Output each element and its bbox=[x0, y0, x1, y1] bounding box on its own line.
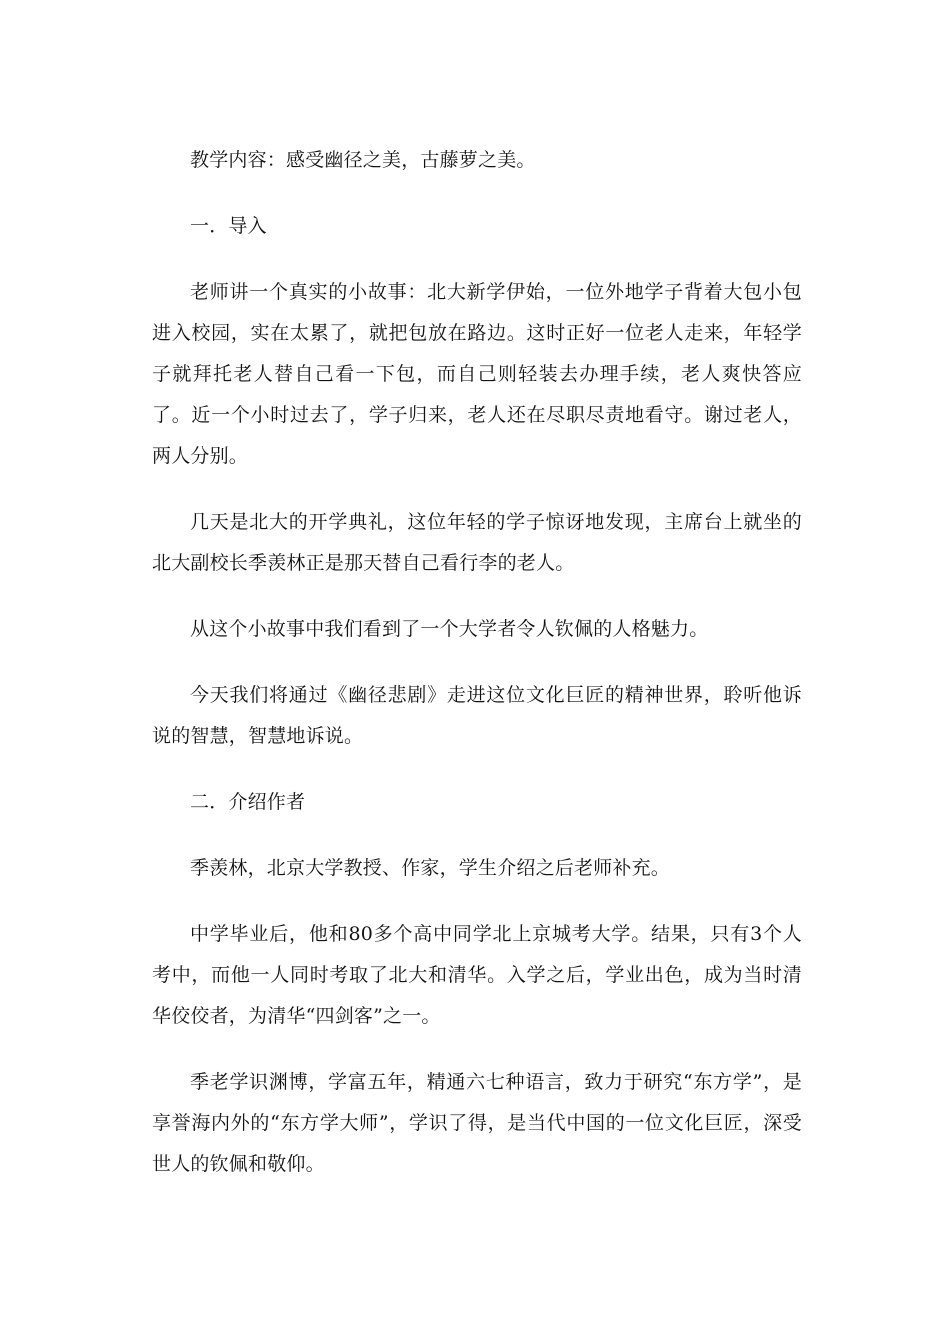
author-education-paragraph: 中学毕业后，他和80多个高中同学北上京城考大学。结果，只有3个人考中，而他一人同时考取了北大和清华。入学之后，学业出色，成为当时清华佼佼者，为清华“四剑客”之一。 bbox=[152, 923, 802, 1027]
document-body bbox=[152, 140, 802, 1210]
section-heading-intro: 一．导入 bbox=[190, 215, 267, 237]
story-continuation-paragraph: 几天是北大的开学典礼，这位年轻的学子惊讶地发现，主席台上就坐的北大副校长季羡林正是那天替自己看行李的老人。 bbox=[152, 511, 802, 574]
teaching-content-line: 教学内容：感受幽径之美，古藤萝之美。 bbox=[190, 149, 536, 171]
story-paragraph: 老师讲一个真实的小故事：北大新学伊始，一位外地学子背着大包小包进入校园，实在太累了，就把包放在路边。这时正好一位老人走来，年轻学子就拜托老人替自己看一下包，而自己则轻装去办理手续，老人爽快答应了。近一个小时过去了，学子归来，老人还在尽职尽责地看守。谢过老人，两人分别。 bbox=[152, 281, 802, 467]
lesson-intro-paragraph: 今天我们将通过《幽径悲剧》走进这位文化巨匠的精神世界，聆听他诉说的智慧，智慧地诉说。 bbox=[152, 684, 802, 747]
author-intro-paragraph: 季羡林，北京大学教授、作家，学生介绍之后老师补充。 bbox=[190, 857, 671, 879]
story-conclusion-paragraph: 从这个小故事中我们看到了一个大学者令人钦佩的人格魅力。 bbox=[190, 618, 709, 640]
author-scholarship-paragraph: 季老学识渊博，学富五年，精通六七种语言，致力于研究“东方学”，是享誉海内外的“东方学大师”，学识了得，是当代中国的一位文化巨匠，深受世人的钦佩和敬仰。 bbox=[152, 1071, 802, 1175]
section-heading-author: 二．介绍作者 bbox=[190, 791, 306, 813]
